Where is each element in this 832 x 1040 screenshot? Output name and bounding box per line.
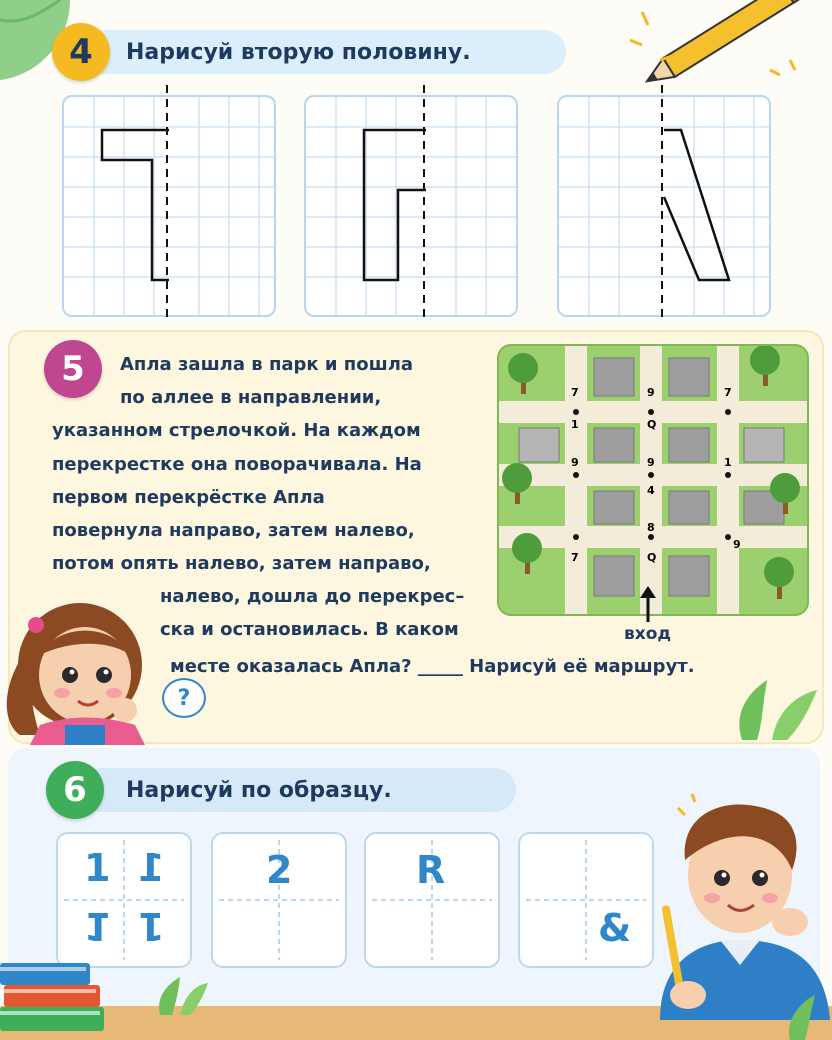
map-marker: 8 (647, 521, 655, 534)
leaf-decoration (150, 975, 210, 1015)
task5-number-badge: 5 (44, 340, 102, 398)
glyph-1-mirrored: 1 (138, 846, 165, 890)
question-bubble: ? (162, 678, 206, 718)
task4-title-pill (80, 30, 566, 74)
pattern-card-2[interactable] (211, 832, 347, 968)
mirror-axes (0, 85, 832, 325)
park-map[interactable] (497, 344, 809, 616)
task5-line-5: первом перекрёстке Апла (52, 487, 325, 508)
pattern-card-4[interactable] (518, 832, 654, 968)
map-marker: 9 (733, 538, 741, 551)
glyph-r: R (416, 848, 446, 892)
map-marker: 7 (571, 386, 579, 399)
map-marker: 4 (647, 484, 655, 497)
map-marker: 1 (724, 456, 732, 469)
arrow-up-icon (638, 586, 658, 622)
task6-title: Нарисуй по образцу. (126, 777, 392, 803)
map-entry-label: вход (624, 624, 672, 644)
leaf-decoration (722, 670, 822, 740)
task5-line-4: перекрестке она поворачивала. На (52, 454, 422, 475)
glyph-1: 1 (84, 846, 111, 890)
task4-title: Нарисуй вторую половину. (126, 39, 471, 65)
books-illustration (0, 955, 110, 1040)
task6-title-pill (80, 768, 516, 812)
pattern-card-1[interactable] (56, 832, 192, 968)
map-marker: Q (647, 551, 657, 564)
card1-guides (58, 834, 190, 966)
task4-number-badge: 4 (52, 23, 110, 81)
task5-line-9: ска и остановилась. В каком (160, 619, 459, 640)
card4-guides (520, 834, 652, 966)
map-marker: 9 (571, 456, 579, 469)
map-marker: 9 (647, 456, 655, 469)
glyph-1-rotated: 1 (138, 904, 165, 948)
task5-line-8: налево, дошла до перекрес– (160, 586, 465, 607)
glyph-1-flipped: 1 (84, 904, 111, 948)
pattern-card-3[interactable] (364, 832, 500, 968)
task5-line-2: по аллее в направлении, (120, 387, 382, 408)
glyph-2: 2 (266, 848, 293, 892)
map-marker: 7 (571, 551, 579, 564)
task5-line-1: Апла зашла в парк и пошла (120, 354, 414, 375)
boy-illustration (640, 790, 832, 1020)
map-marker: 9 (647, 386, 655, 399)
map-marker: 1 (571, 418, 579, 431)
map-marker: Q (647, 418, 657, 431)
task5-line-6: повернула направо, затем налево, (52, 520, 415, 541)
task5-line-10: месте оказалась Апла? _____ Нарисуй её маршрут. (170, 656, 695, 677)
map-marker: 7 (724, 386, 732, 399)
task5-line-3: указанном стрелочкой. На каждом (52, 420, 421, 441)
glyph-ampersand: & (598, 906, 632, 950)
girl-illustration (0, 585, 170, 745)
pencil-icon (620, 0, 820, 90)
task5-line-7: потом опять налево, затем направо, (52, 553, 431, 574)
task6-number-badge: 6 (46, 761, 104, 819)
leaf-decoration (780, 990, 832, 1040)
